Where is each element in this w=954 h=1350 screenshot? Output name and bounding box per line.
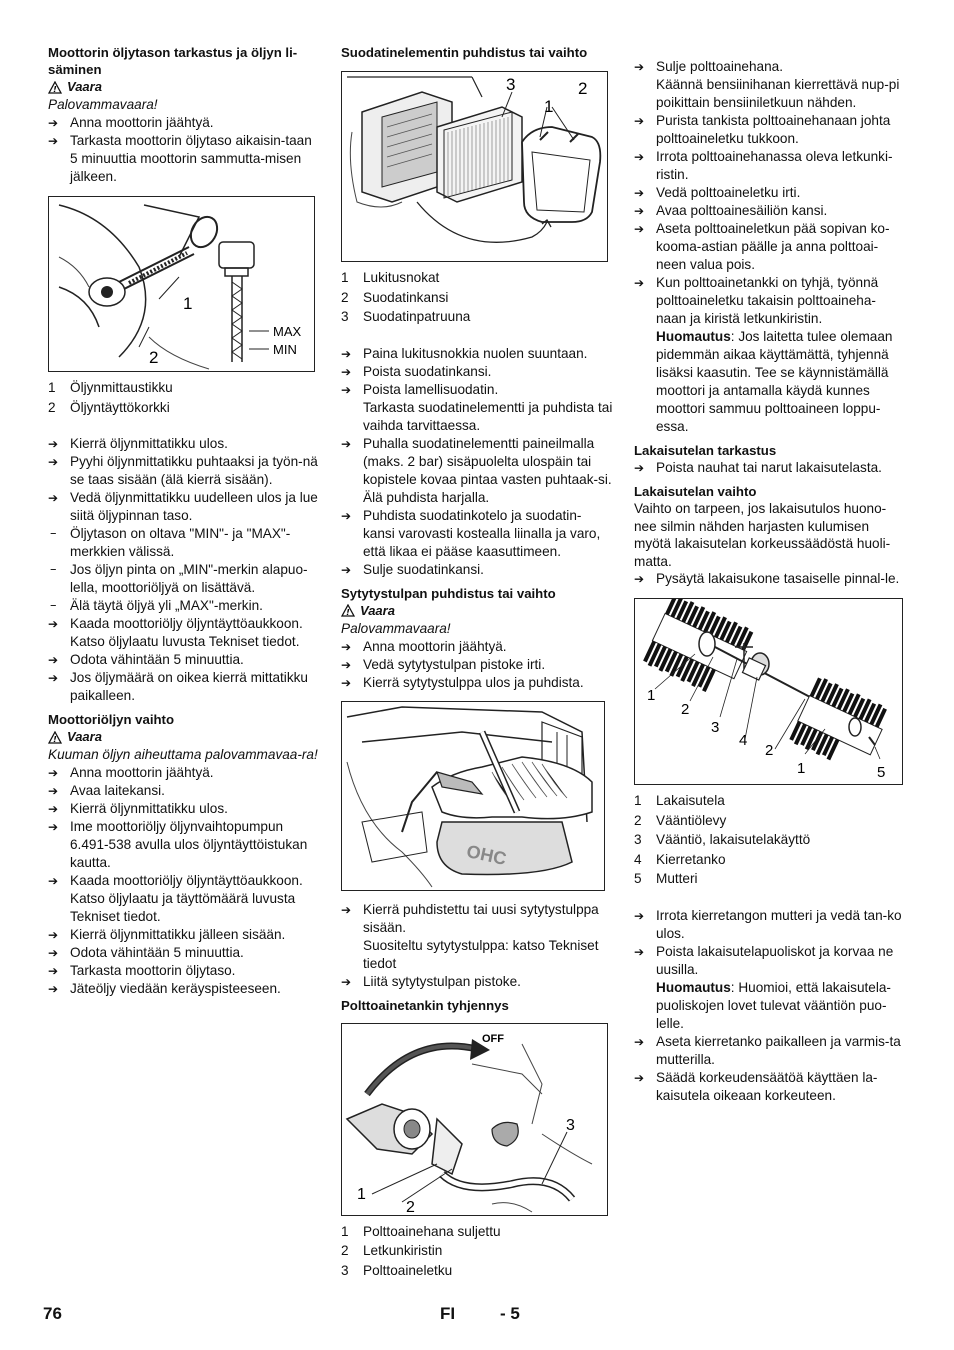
step: ➔ Irrota polttoainehanassa oleva letkunki-ristin. [634,148,906,184]
brush-change-heading: Lakaisutelan vaihto [634,484,757,499]
dipstick-figure [48,196,315,372]
brush-change-steps-2 [634,907,906,979]
step: ➔ Vedä polttoaineletku irti. [634,184,906,202]
filter-heading: Suodatinelementin puhdistus tai vaihto [341,45,588,60]
callout-2: 2 [681,701,690,718]
callout-2: 2 [578,79,588,98]
column-left [48,44,320,998]
step: ➔ Tarkasta moottorin öljytaso. [48,962,320,980]
step: ➔ Aseta polttoaineletkun pää sopivan ko-kooma-astian päälle ja anna polttoai-neen valua pois. [634,220,906,274]
step: ➔ Irrota kierretangon mutteri ja vedä tan-ko ulos. [634,907,906,943]
svg-text:!: ! [53,84,57,94]
oil-check-heading: Moottorin öljytason tarkastus ja öljyn li-säminen [48,45,298,77]
tank-heading: Polttoainetankin tyhjennys [341,997,509,1013]
step: ➔ Jos öljymäärä on oikea kierrä mittatikku paikalleen. [48,669,320,705]
step: ➔ Sulje suodatinkansi. [341,561,613,579]
dipstick-illustration [49,197,314,371]
callout-1: 1 [647,687,656,704]
oil-level-notes [48,525,320,615]
callout-1b: 1 [797,760,806,777]
warning-triangle-icon [48,81,62,94]
callout-1: 1 [183,294,193,313]
caption-row: 1 Polttoainehana suljettu [341,1223,501,1239]
step: ➔ Poista suodatinkansi. [341,363,613,381]
warning-text: Vaara [67,79,102,94]
step: ➔ Vedä sytytystulpan pistoke irti. [341,656,613,674]
oil-check-steps-2 [48,435,320,525]
step: ➔ Odota vähintään 5 minuuttia. [48,651,320,669]
spark-steps-3 [341,973,613,991]
spark-plug-heading: Sytytystulpan puhdistus tai vaihto [341,585,556,601]
callout-2b: 2 [765,742,774,759]
step: ➔ Avaa polttoainesäiliön kansi. [634,202,906,220]
caption-row: 4 Kierretanko [634,851,726,867]
filter-steps-2 [341,435,613,579]
step: ➔ Vedä öljynmittatikku uudelleen ulos ja lue siitä öljypinnan taso. [48,489,320,525]
step: ➔ Sulje polttoainehana. Käännä bensiinihanan kierrettävä nup-pi poikittain bensiiniletkuun nähden. [634,58,906,112]
warning-text: Vaara [67,729,102,744]
air-filter-figure [341,71,608,262]
fuel-tank-figure [341,1023,608,1216]
step: ➔ Tarkasta moottorin öljytaso aikaisin-taan 5 minuuttia moottorin sammutta-misen jälkeen. [48,132,320,186]
tank-note: Huomautus: Jos laitetta tulee olemaan pidemmän aikaa käyttämättä, tyhjennä lisäksi kaasutin. Tee se käynnistämällä moottori ja antamalla käydä kunnes moottori sammuu polttoaineen loppu-essa. [656,329,893,434]
step: ➔ Anna moottorin jäähtyä. [48,114,320,132]
section-number: - 5 [500,1304,520,1323]
svg-text:!: ! [346,608,350,617]
brush-check-heading: Lakaisutelan tarkastus [634,443,777,458]
dash-item: – Öljytason on oltava "MIN"- ja "MAX"-merkkien välissä. [48,525,320,561]
off-label: OFF [482,1032,504,1045]
hazard-text: Kuuman öljyn aiheuttama palovammavaa-ra! [48,747,318,762]
step: ➔ Avaa laitekansi. [48,782,320,800]
spark-plug-figure [341,701,605,891]
step: ➔ Liitä sytytystulpan pistoke. [341,973,613,991]
step: ➔ Säädä korkeudensäätöä käyttäen la-kaisutela oikeaan korkeuteen. [634,1069,906,1105]
warning-text: Vaara [360,602,395,618]
brush-note: Huomautus: Huomioi, että lakaisutela-puoliskojen lovet tulevat vääntiön puo-lelle. [656,979,891,1031]
step: ➔ Poista lamellisuodatin. [341,381,613,399]
step: ➔ Kierrä puhdistettu tai uusi sytytystulppa sisään. [341,901,613,937]
brush-check-steps [634,459,906,477]
step: ➔ Puhdista suodatinkotelo ja suodatin-kansi varovasti kostealla liinalla ja varo, että likaa ei pääse kaasuttimeen. [341,507,613,561]
caption-row: 3 Polttoaineletku [341,1262,453,1278]
callout-1: 1 [357,1185,366,1203]
filter-note: Tarkasta suodatinelementti ja puhdista tai vaihda tarvittaessa. [363,399,613,433]
oil-change-heading: Moottoriöljyn vaihto [48,712,175,727]
warning-label [48,728,320,746]
callout-2: 2 [406,1198,415,1215]
step: ➔ Kierrä öljynmittatikku jälleen sisään. [48,926,320,944]
warning-label [48,78,320,96]
step: ➔ Kun polttoainetankki on tyhjä, työnnä polttoaineletku takaisin polttoaineha-naan ja kiristä letkunkiristin. [634,274,906,328]
filter-steps [341,345,613,399]
oil-check-steps-3 [48,615,320,705]
max-label: MAX [273,324,302,339]
caption-row: 1 Lakaisutela [634,793,725,808]
svg-text:OHC: OHC [464,840,509,869]
brush-change-intro: Vaihto on tarpeen, jos lakaisutulos huono-nee silmin nähden harjasten kulumisen myötä lakaisutelan korkeussäädöstä huoli-matta. [634,501,891,569]
hazard-text: Palovammavaara! [48,97,158,112]
caption-row: 2 Öljyntäyttökorkki [48,399,170,415]
callout-3: 3 [711,719,720,736]
air-filter-illustration [342,72,607,261]
hazard-text: Palovammavaara! [341,620,451,636]
callout-1: 1 [544,97,554,116]
step: ➔ Jäteöljy viedään keräyspisteeseen. [48,980,320,998]
spark-steps [341,638,613,692]
step: ➔ Ime moottoriöljy öljynvaihtopumpun 6.491-538 avulla ulos öljyntäyttöistukan kautta. [48,818,320,872]
warning-triangle-icon [48,731,62,744]
language-code: FI [440,1304,456,1323]
caption-row: 1 Öljynmittaustikku [48,380,173,395]
warning-label [341,602,613,620]
step: ➔ Kierrä öljynmittatikku ulos. [48,800,320,818]
column-middle [341,44,613,1280]
step: ➔ Aseta kierretanko paikalleen ja varmis-ta mutterilla. [634,1033,906,1069]
step: ➔ Paina lukitusnokkia nuolen suuntaan. [341,345,613,363]
dash-item: – Jos öljyn pinta on „MIN"-merkin alapuo-lella, moottoriöljyä on lisättävä. [48,561,320,597]
caption-row: 2 Vääntiölevy [634,812,727,828]
brush-change-steps [634,570,906,588]
callout-4: 4 [739,732,748,749]
callout-2: 2 [149,348,159,367]
dash-item: – Älä täytä öljyä yli „MAX"-merkin. [48,597,320,615]
oil-change-steps [48,764,320,998]
min-label: MIN [273,342,297,357]
caption-row: 1 Lukitusnokat [341,270,440,285]
step: ➔ Kaada moottoriöljy öljyntäyttöaukkoon. Katso öljylaatu ja täyttömäärä luvusta Tekniset tiedot. [48,872,320,926]
caption-row: 3 Vääntiö, lakaisutelakäyttö [634,832,811,847]
step: ➔ Odota vähintään 5 minuuttia. [48,944,320,962]
step: ➔ Kierrä öljynmittatikku ulos. [48,435,320,453]
fuel-tank-illustration [342,1024,607,1215]
tank-steps [634,58,906,328]
callout-5: 5 [877,764,886,781]
spark-steps-2 [341,901,613,937]
step: ➔ Puhalla suodatinelementti paineilmalla (maks. 2 bar) sisäpuolelta ulospäin tai kopistele kovaa pintaa vasten puhtaak-si. Älä puhdista harjalla. [341,435,613,507]
caption-row: 5 Mutteri [634,871,698,886]
step: ➔ Anna moottorin jäähtyä. [48,764,320,782]
step: ➔ Pyyhi öljynmittatikku puhtaaksi ja työn-nä se taas sisään (älä kierrä sisään). [48,453,320,489]
callout-3: 3 [506,75,516,94]
step: ➔ Poista nauhat tai narut lakaisutelasta. [634,459,906,477]
warning-triangle-icon [341,604,355,617]
step: ➔ Poista lakaisutelapuoliskot ja korvaa ne uusilla. [634,943,906,979]
spark-note: Suositeltu sytytystulppa: katso Tekniset tiedot [363,937,599,971]
step: ➔ Purista tankista polttoainehanaan johta polttoaineletku tukkoon. [634,112,906,148]
svg-text:!: ! [53,734,57,744]
brush-change-steps-3 [634,1033,906,1105]
step: ➔ Kierrä sytytystulppa ulos ja puhdista. [341,674,613,692]
brush-roller-figure [634,598,903,785]
spark-plug-illustration [342,702,604,890]
caption-row: 3 Suodatinpatruuna [341,309,471,324]
step: ➔ Pysäytä lakaisukone tasaiselle pinnal-le. [634,570,906,588]
page-number: 76 [43,1304,62,1323]
step: ➔ Kaada moottoriöljy öljyntäyttöaukkoon. Katso öljylaatu luvusta Tekniset tiedot. [48,615,320,651]
callout-3: 3 [566,1116,575,1134]
caption-row: 2 Letkunkiristin [341,1243,443,1258]
column-right [634,58,906,1105]
caption-row: 2 Suodatinkansi [341,289,449,305]
brush-roller-illustration [635,599,902,784]
step: ➔ Anna moottorin jäähtyä. [341,638,613,656]
oil-check-steps [48,114,320,186]
